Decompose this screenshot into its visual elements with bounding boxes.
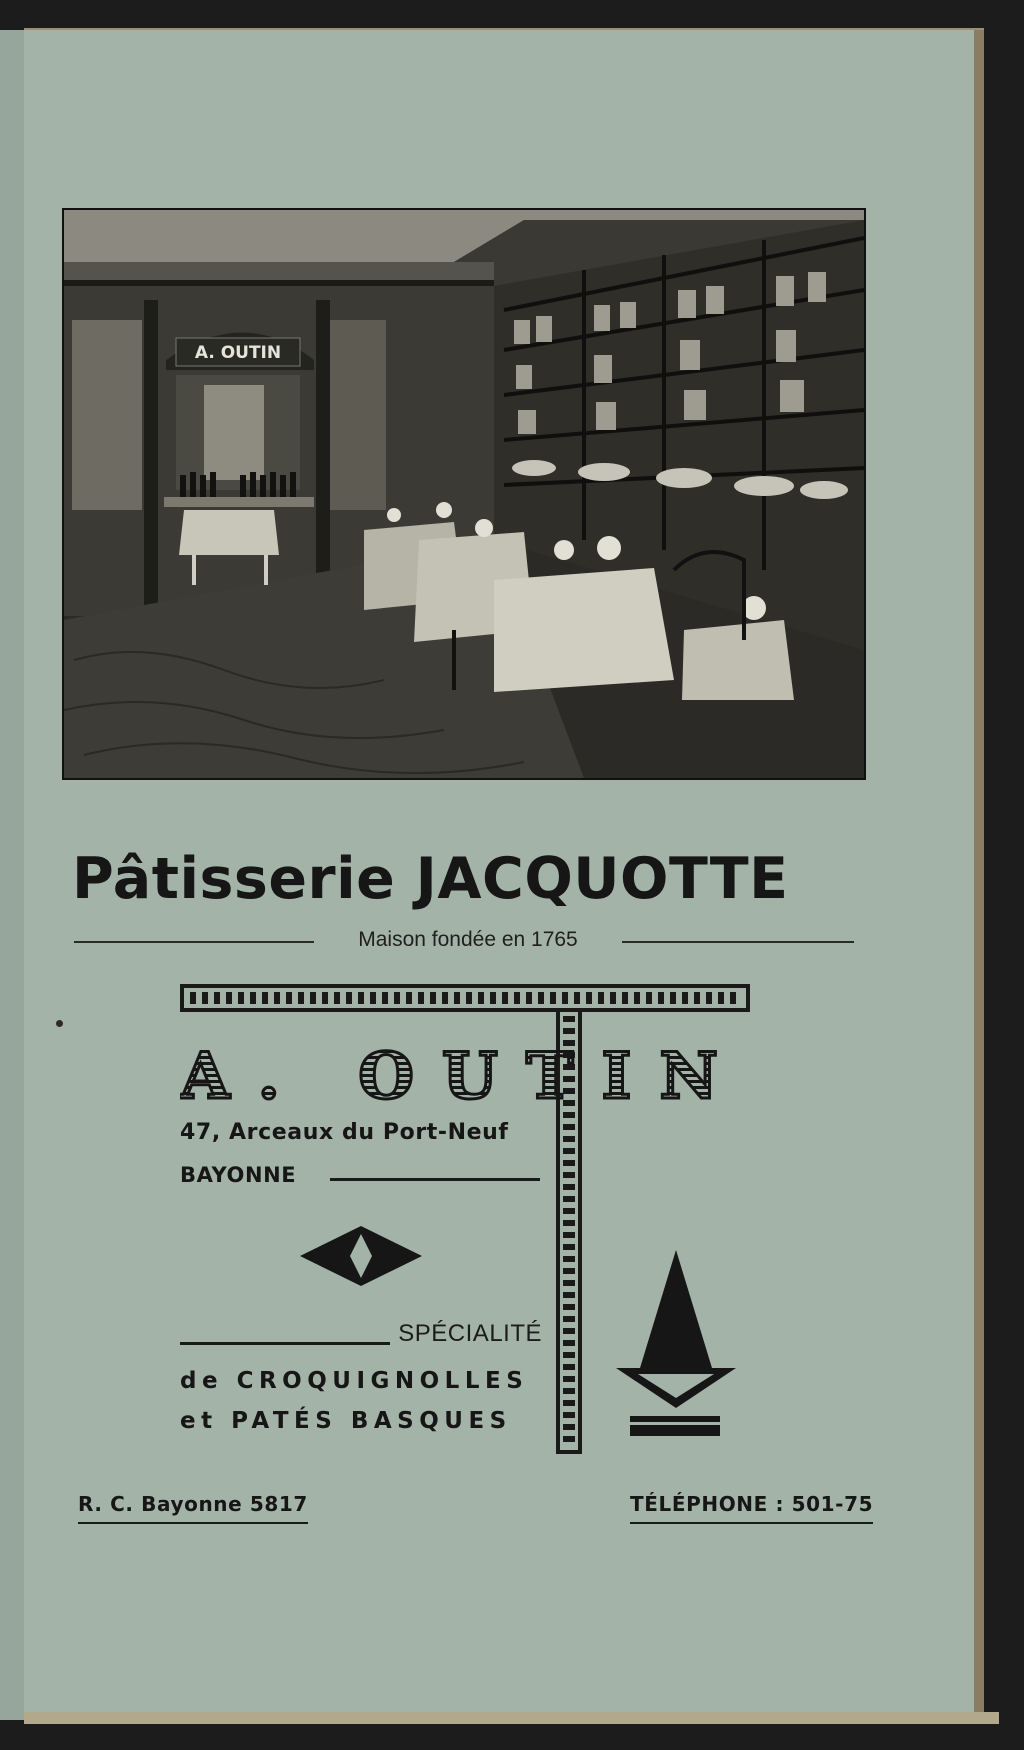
frame-ladder-mark <box>563 1412 575 1418</box>
frame-ladder-mark <box>454 992 460 1004</box>
frame-ladder-mark <box>730 992 736 1004</box>
frame-ladder-mark <box>526 992 532 1004</box>
paper-speck <box>56 1020 63 1027</box>
city: BAYONNE <box>180 1163 297 1187</box>
frame-ladder-mark <box>382 992 388 1004</box>
frame-ladder-mark <box>238 992 244 1004</box>
frame-ladder-mark <box>538 992 544 1004</box>
frame-ladder-mark <box>682 992 688 1004</box>
frame-ladder-mark <box>694 992 700 1004</box>
frame-ladder-mark <box>563 1280 575 1286</box>
frame-ladder-mark <box>478 992 484 1004</box>
frame-ladder-mark <box>563 1124 575 1130</box>
founded-row <box>74 926 854 956</box>
frame-ladder-mark <box>466 992 472 1004</box>
photo-sign-text: A. OUTIN <box>194 343 282 363</box>
frame-ladder-mark <box>202 992 208 1004</box>
frame-ladder-mark <box>563 1316 575 1322</box>
frame-ladder-mark <box>563 1112 575 1118</box>
frame-ladder-mark <box>502 992 508 1004</box>
frame-ladder-mark <box>563 1184 575 1190</box>
frame-ladder-mark <box>226 992 232 1004</box>
frame-ladder-mark <box>563 1220 575 1226</box>
frame-ladder-mark <box>634 992 640 1004</box>
frame-ladder-mark <box>286 992 292 1004</box>
frame-ladder-mark <box>346 992 352 1004</box>
frame-ladder-mark <box>430 992 436 1004</box>
frame-ladder-mark <box>718 992 724 1004</box>
frame-ladder-mark <box>442 992 448 1004</box>
frame-ladder-mark <box>563 1424 575 1430</box>
frame-ladder-mark <box>563 1352 575 1358</box>
frame-ladder-mark <box>358 992 364 1004</box>
telephone-number: TÉLÉPHONE : 501-75 <box>630 1492 873 1524</box>
frame-ladder-mark <box>190 992 196 1004</box>
frame-ladder-mark <box>563 1400 575 1406</box>
frame-ladder-mark <box>310 992 316 1004</box>
city-row <box>180 1163 540 1193</box>
proprietor-name <box>180 1038 740 1108</box>
frame-ladder-mark <box>563 1328 575 1334</box>
frame-ladder-mark <box>394 992 400 1004</box>
frame-ladder-mark <box>563 1148 575 1154</box>
specialty-label: SPÉCIALITÉ <box>398 1320 542 1347</box>
frame-ladder-mark <box>334 992 340 1004</box>
city-rule <box>330 1178 540 1181</box>
founded-text: Maison fondée en 1765 <box>358 928 578 951</box>
frame-ladder-mark <box>563 1016 575 1022</box>
frame-ladder-mark <box>563 1028 575 1034</box>
frame-ladder-mark <box>598 992 604 1004</box>
pyramid-ornament-icon <box>616 1250 736 1436</box>
registry-number: R. C. Bayonne 5817 <box>78 1492 308 1524</box>
specialty-line-2: et PATÉS BASQUES <box>180 1408 512 1434</box>
frame-ladder-mark <box>574 992 580 1004</box>
specialty-line-1: de CROQUIGNOLLES <box>180 1368 529 1394</box>
frame-ladder-mark <box>563 1208 575 1214</box>
frame-ladder-mark <box>550 992 556 1004</box>
diamond-ornament-icon <box>300 1226 422 1286</box>
frame-ladder-mark <box>250 992 256 1004</box>
frame-ladder-mark <box>562 992 568 1004</box>
frame-ladder-mark <box>706 992 712 1004</box>
specialty-row <box>180 1320 542 1352</box>
frame-ladder-mark <box>563 1172 575 1178</box>
frame-ladder-mark <box>490 992 496 1004</box>
frame-ladder-mark <box>563 1160 575 1166</box>
specialty-rule <box>180 1342 390 1345</box>
frame-ladder-mark <box>563 1388 575 1394</box>
frame-ladder-mark <box>563 1232 575 1238</box>
frame-ladder-mark <box>586 992 592 1004</box>
frame-ladder-mark <box>370 992 376 1004</box>
founded-rule-left <box>74 941 314 943</box>
proprietor-name-text: A. OUTIN <box>180 1039 740 1108</box>
frame-ladder-mark <box>563 1364 575 1370</box>
frame-ladder-mark <box>563 1292 575 1298</box>
frame-ladder-mark <box>622 992 628 1004</box>
frame-ladder-mark <box>262 992 268 1004</box>
frame-ladder-mark <box>418 992 424 1004</box>
frame-ladder-mark <box>563 1244 575 1250</box>
frame-ladder-mark <box>214 992 220 1004</box>
frame-ladder-mark <box>563 1436 575 1442</box>
frame-ladder-mark <box>563 1304 575 1310</box>
page-title: Pâtisserie JACQUOTTE <box>72 846 789 912</box>
frame-ladder-mark <box>514 992 520 1004</box>
frame-ladder-mark <box>563 1136 575 1142</box>
frame-ladder-mark <box>610 992 616 1004</box>
frame-ladder-mark <box>563 1196 575 1202</box>
frame-ladder-mark <box>563 1340 575 1346</box>
frame-ladder-mark <box>563 1268 575 1274</box>
frame-ladder-mark <box>274 992 280 1004</box>
page-bottom-edge <box>24 1712 999 1724</box>
frame-ladder-mark <box>658 992 664 1004</box>
address: 47, Arceaux du Port-Neuf <box>180 1120 509 1145</box>
frame-ladder-mark <box>670 992 676 1004</box>
frame-ladder-mark <box>563 1256 575 1262</box>
frame-ladder-mark <box>563 1376 575 1382</box>
frame-ladder-mark <box>646 992 652 1004</box>
shop-interior-photo <box>62 208 866 780</box>
frame-ladder-mark <box>322 992 328 1004</box>
frame-ladder-mark <box>406 992 412 1004</box>
founded-rule-right <box>622 941 854 943</box>
frame-ladder-mark <box>298 992 304 1004</box>
